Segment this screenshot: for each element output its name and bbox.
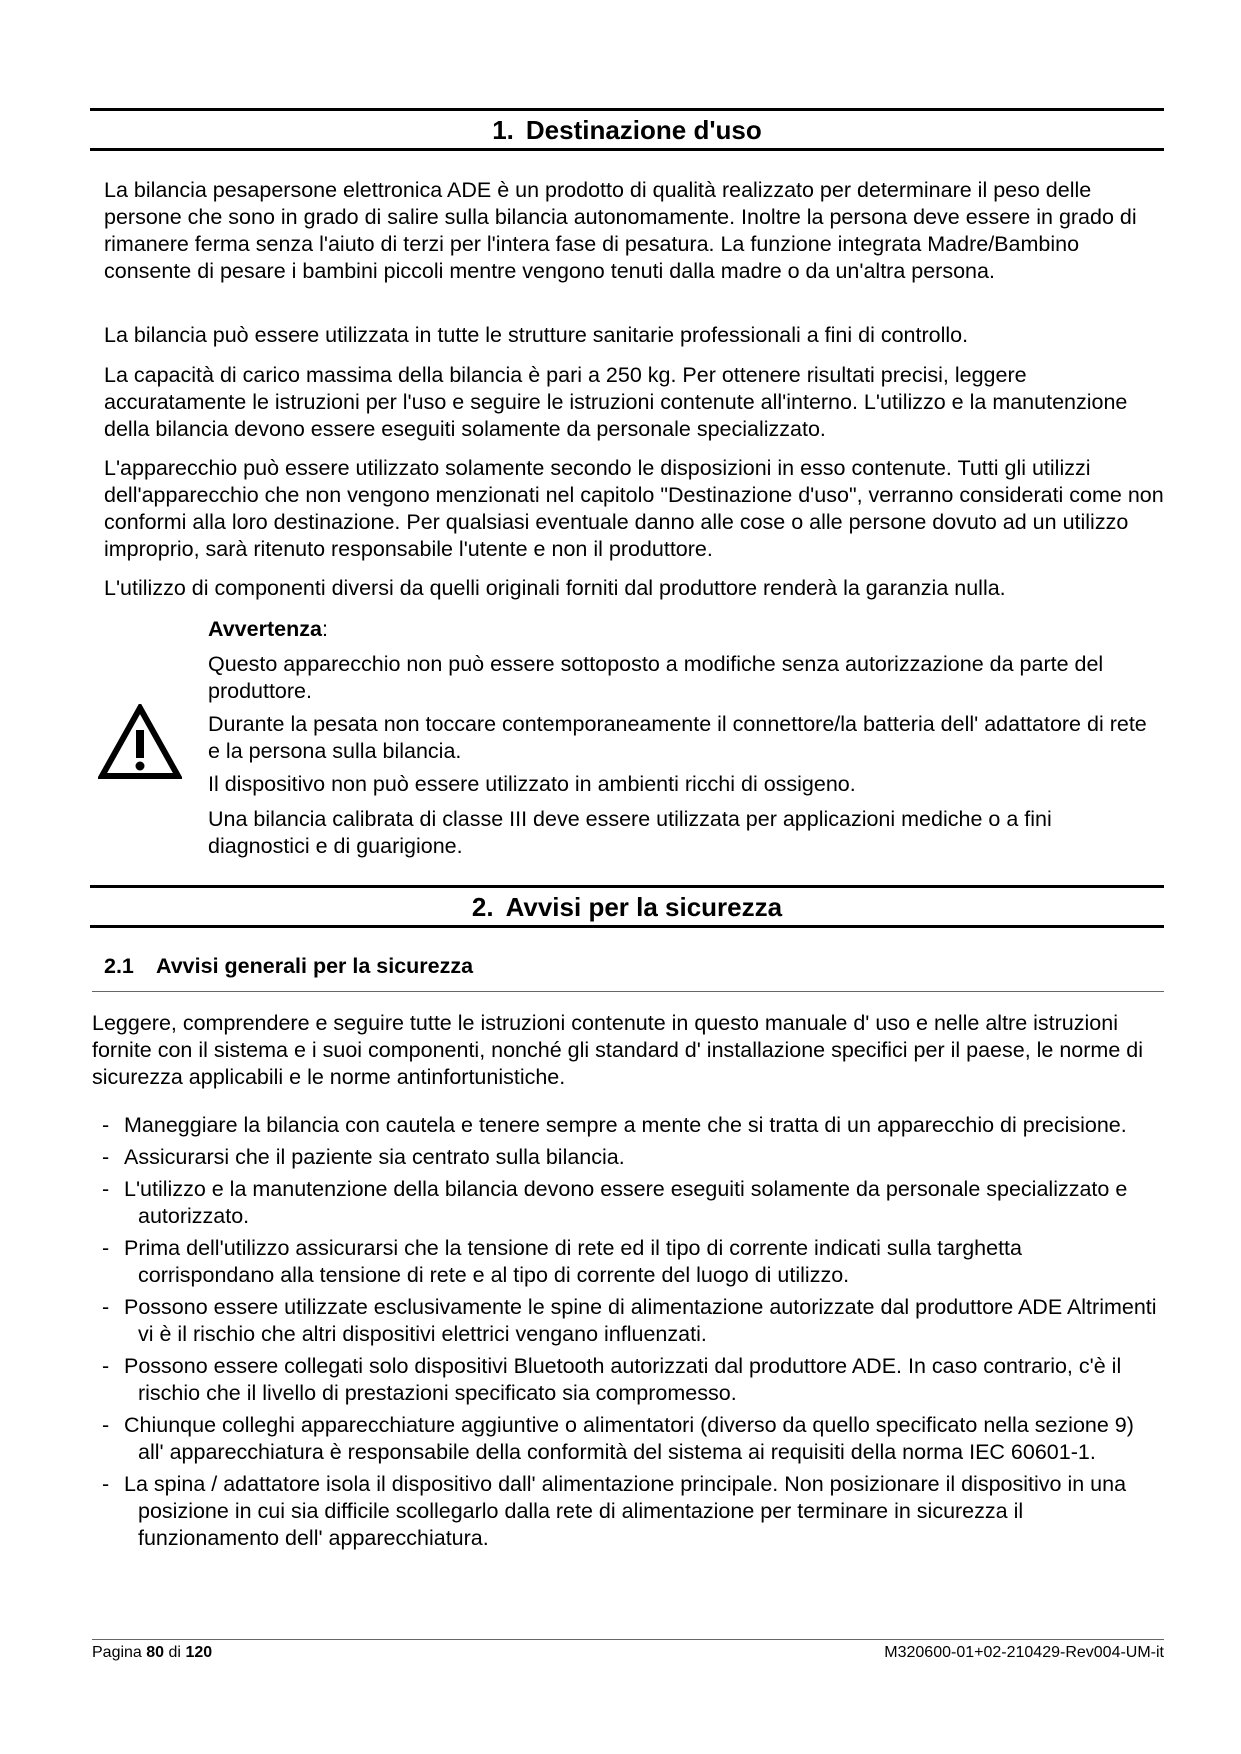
warning-item-3: Il dispositivo non può essere utilizzato in ambienti ricchi di ossigeno. [208,772,856,796]
safety-bullet-list [92,1112,1164,1557]
section-1-number: 1. [492,115,514,145]
warning-title-colon: : [321,617,328,641]
list-item: - Prima dell'utilizzo assicurarsi che la tensione di rete ed il tipo di corrente indicati sulla targhetta corrispondano alla tensione di rete e al tipo di corrente del luogo di utilizzo. [102,1236,1022,1287]
section-1-paragraph-1: La bilancia pesapersone elettronica ADE è un prodotto di qualità realizzato per determinare il peso delle persone che sono in grado di salire sulla bilancia autonomamente. Inoltre la persona deve essere in grado di rimanere ferma senza l'aiuto di terzi per l'intera fase di pesatura. La funzione integrata Madre/Bambino consente di pesare i bambini piccoli mentre vengono tenuti dalla madre o da un'altra persona. [104,178,1137,283]
subsection-title: Avvisi generali per la sicurezza [156,954,474,978]
warning-item-4: Una bilancia calibrata di classe III deve essere utilizzata per applicazioni mediche o a fini diagnostici e di guarigione. [208,807,1052,858]
section-2-intro: Leggere, comprendere e seguire tutte le istruzioni contenute in questo manuale d' uso e nelle altre istruzioni fornite con il sistema e i suoi componenti, nonché gli standard d' installazione specifici per il paese, le norme di sicurezza applicabili e le norme antinfortunistiche. [92,1011,1144,1089]
footer-divider [92,1639,1164,1640]
list-item: - La spina / adattatore isola il dispositivo dall' alimentazione principale. Non posizionare il dispositivo in una posizione in cui sia difficile scollegarlo dalla rete di alimentazione per terminare in sicurezza il funzionamento dell' apparecchiatura. [102,1472,1127,1550]
subsection-2-1-heading [104,952,1164,980]
footer-of-label: di [168,1644,181,1661]
warning-title [208,616,1158,643]
footer-page-label: Pagina [92,1644,142,1661]
subsection-number: 2.1 [104,954,134,978]
warning-title-text: Avvertenza [208,617,322,641]
warning-item-2: Durante la pesata non toccare contemporaneamente il connettore/la batteria dell' adattatore di rete e la persona sulla bilancia. [208,712,1147,763]
section-1-paragraph-3: La capacità di carico massima della bilancia è pari a 250 kg. Per ottenere risultati precisi, leggere accuratamente le istruzioni per l'uso e seguire le istruzioni contenute all'interno. L'utilizzo e la manutenzione della bilancia devono essere eseguiti solamente da personale specializzato. [104,363,1128,441]
footer-document-id: M320600-01+02-210429-Rev004-UM-it [884,1644,1164,1661]
list-item: - Maneggiare la bilancia con cautela e tenere sempre a mente che si tratta di un apparecchio di precisione. [102,1113,1127,1137]
section-1-paragraph-5: L'utilizzo di componenti diversi da quelli originali forniti dal produttore renderà la garanzia nulla. [104,576,1006,600]
list-item: - Assicurarsi che il paziente sia centrato sulla bilancia. [102,1145,625,1169]
section-1-paragraph-2: La bilancia può essere utilizzata in tutte le strutture sanitarie professionali a fini di controllo. [104,323,969,347]
list-item: - Chiunque colleghi apparecchiature aggiuntive o alimentatori (diverso da quello specificato nella sezione 9) all' apparecchiatura è responsabile della conformità del sistema ai requisiti della norma IEC 60601-1. [102,1413,1134,1464]
warning-item-1: Questo apparecchio non può essere sottoposto a modifiche senza autorizzazione da parte del produttore. [208,652,1104,703]
footer-page-number [92,1643,212,1663]
list-item: - L'utilizzo e la manutenzione della bilancia devono essere eseguiti solamente da personale specializzato e autorizzato. [102,1177,1128,1228]
section-1-heading [90,108,1164,151]
section-2-number: 2. [471,892,494,922]
section-1-title: Destinazione d'uso [525,115,762,145]
warning-triangle-icon [98,704,182,780]
footer-current-page: 80 [146,1644,165,1661]
section-2-heading [90,885,1164,928]
footer-total-pages: 120 [185,1644,213,1661]
section-1-paragraph-4: L'apparecchio può essere utilizzato solamente secondo le disposizioni in esso contenute. Tutti gli utilizzi dell'apparecchio che non vengono menzionati nel capitolo "Destinazione d'uso", verranno considerati come non conformi alla loro destinazione. Per qualsiasi eventuale danno alle cose o alle persone dovuto ad un utilizzo improprio, sarà ritenuto responsabile l'utente e non il produttore. [104,456,1164,561]
subsection-divider [92,991,1164,992]
list-item: - Possono essere collegati solo dispositivi Bluetooth autorizzati dal produttore ADE. In caso contrario, c'è il rischio che il livello di prestazioni specificato sia compromesso. [102,1354,1122,1405]
section-2-title: Avvisi per la sicurezza [505,892,783,922]
list-item: - Possono essere utilizzate esclusivamente le spine di alimentazione autorizzate dal produttore ADE Altrimenti vi è il rischio che altri dispositivi elettrici vengano influenzati. [102,1295,1157,1346]
